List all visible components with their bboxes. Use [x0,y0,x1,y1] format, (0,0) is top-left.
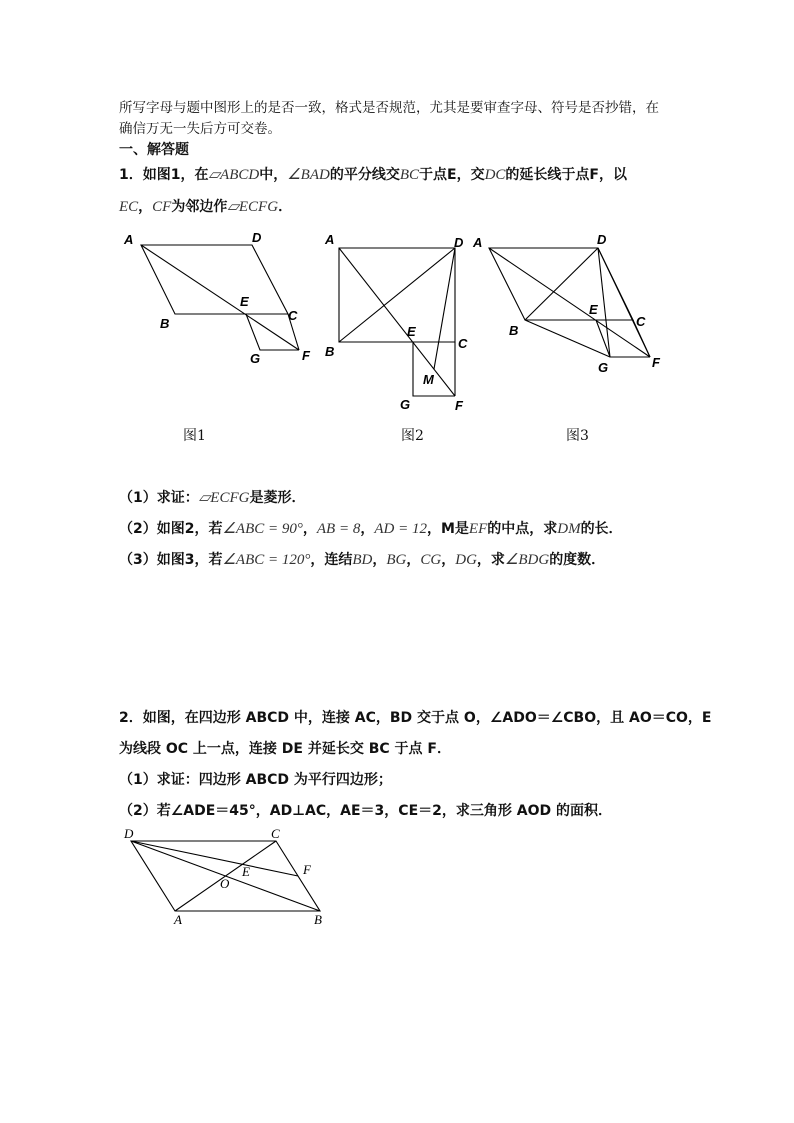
fig4-label-f: F [303,862,311,877]
fig2-label-b: B [325,344,335,359]
fig2-line-bd [339,248,455,342]
fig3-line-bd [525,248,598,320]
figure-4 [118,822,338,932]
fig1-label-a: A [124,232,134,247]
fig-caption-1: 图1 [183,428,206,444]
fig2-label-f: F [455,398,463,413]
fig1-line-af [141,245,299,350]
fig1-label-b: B [160,316,170,331]
intro-line-2: 确信万无一失后方可交卷。 [119,121,281,137]
fig2-label-d: D [454,235,464,250]
parallelogram-symbol: ▱ [208,167,221,183]
parallelogram-symbol: ▱ [227,199,239,215]
fig3-line-df [598,248,650,357]
figure-2 [320,228,483,416]
q2-line-1: 2．如图，在四边形 ABCD 中，连接 AC，BD 交于点 O，∠ADO＝∠CBO，且 AO＝CO，E [119,710,712,726]
fig1-parallelogram-abcd [141,245,288,314]
fig2-label-c: C [458,336,468,351]
fig2-line-dm [434,248,455,369]
fig4-label-b: B [314,912,322,927]
q2-sub-1: （1）求证：四边形 ABCD 为平行四边形； [119,772,392,788]
q1-abcd: ABCD [220,167,260,183]
figure-1 [118,226,328,376]
fig4-label-o: O [220,876,230,891]
fig3-label-b: B [509,323,519,338]
fig1-label-e: E [240,294,249,309]
q1-line-1: 1．如图1，在▱ABCD中，∠BAD的平分线交BC于点E，交DC的延长线于点F，以 [119,167,627,183]
fig3-label-c: C [636,314,646,329]
fig1-label-d: D [252,230,262,245]
fig4-label-d: D [124,826,134,841]
q1-line-2: EC，CF为邻边作▱ECFG． [119,199,293,215]
fig2-label-m: M [423,372,434,387]
q1-number: 1． [119,167,143,183]
fig3-label-f: F [652,355,660,370]
fig3-label-g: G [598,360,609,375]
fig3-label-a: A [473,235,483,250]
q1-sub-2: （2）如图2，若∠ABC = 90°，AB = 8，AD = 12，M是EF的中点，求DM的长． [119,521,623,537]
fig4-label-c: C [271,826,280,841]
fig4-label-e: E [242,864,250,879]
q1-sub-1: （1）求证：▱ECFG是菱形． [119,490,306,506]
section-heading: 一、解答题 [119,142,189,158]
q2-sub-2: （2）若∠ADE＝45°，AD⊥AC，AE＝3，CE＝2，求三角形 AOD 的面积． [119,803,612,819]
fig1-label-f: F [302,348,310,363]
fig4-label-a: A [174,912,182,927]
q1-sub-3: （3）如图3，若∠ABC = 120°，连结BD，BG，CG，DG，求∠BDG的度数． [119,552,606,568]
fig-caption-3: 图3 [566,428,589,444]
fig-caption-2: 图2 [401,428,424,444]
q1-angle-bad: ∠BAD [287,167,330,183]
fig3-label-d: D [597,232,607,247]
q2-line-2: 为线段 OC 上一点，连接 DE 并延长交 BC 于点 F． [119,741,451,757]
fig4-line-df [131,841,298,876]
intro-line-1: 所写字母与题中图形上的是否一致，格式是否规范，尤其是要审查字母、符号是否抄错，在 [119,100,659,116]
fig3-label-e: E [589,302,598,317]
fig3-line-bg [525,320,610,357]
fig3-line-af [489,248,650,357]
fig2-label-g: G [400,397,411,412]
fig2-line-af [339,248,455,396]
q1-text: 如图1，在 [142,167,209,183]
fig2-label-e: E [407,324,416,339]
figure-3 [470,228,670,378]
fig1-label-c: C [288,308,298,323]
fig2-label-a: A [325,232,335,247]
fig1-label-g: G [250,351,261,366]
